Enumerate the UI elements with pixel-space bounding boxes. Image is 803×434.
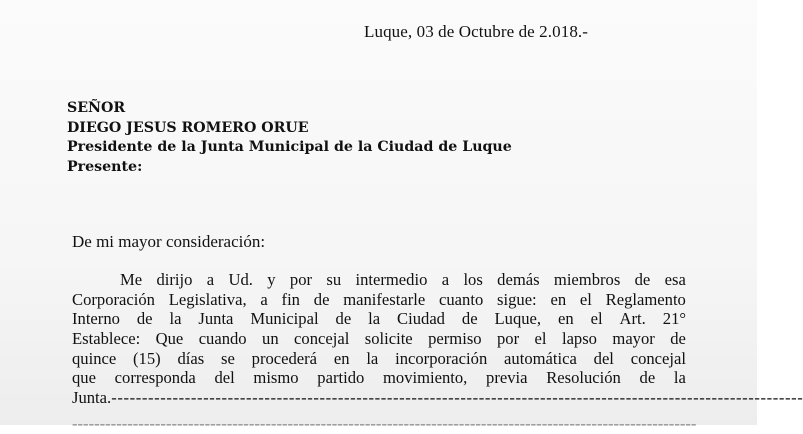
body-word: su: [326, 270, 342, 289]
body-word: de: [670, 329, 686, 349]
body-word: Resolución: [546, 368, 621, 388]
body-word: en: [550, 289, 567, 309]
body-word: sigue:: [497, 289, 537, 309]
body-word: el: [590, 309, 603, 329]
body-word: mayor: [612, 329, 655, 349]
body-word: corresponda: [114, 368, 196, 388]
body-word: de: [313, 289, 330, 309]
addressee-position: Presidente de la Junta Municipal de la Ciudad de Luque: [67, 139, 512, 156]
body-word: mismo: [253, 368, 299, 388]
body-word: manifestarle: [343, 289, 426, 309]
greeting: De mi mayor consideración:: [72, 232, 266, 251]
body-word: cuanto: [439, 289, 484, 309]
body-word: en: [558, 309, 574, 329]
body-word: concejal: [294, 329, 350, 349]
body-word: permiso: [428, 329, 482, 349]
body-word: por: [497, 329, 520, 349]
body-word: dirijo: [156, 270, 193, 289]
body-word: Que: [155, 329, 184, 349]
addressee-salutation: SEÑOR: [67, 100, 126, 116]
body-word: un: [262, 329, 279, 349]
body-word: la: [169, 309, 182, 329]
body-line: [72, 329, 686, 349]
body-word: el: [534, 329, 547, 349]
body-line: [72, 368, 686, 388]
body-word: se: [221, 348, 235, 368]
place-date: Luque, 03 de Octubre de 2.018.-: [364, 22, 589, 41]
body-word: intermedio: [355, 270, 428, 289]
body-word: la: [368, 309, 381, 329]
body-word: Luque,: [494, 309, 542, 329]
body-word: esa: [664, 270, 686, 289]
body-word: Art.: [619, 309, 646, 329]
body-word: del: [214, 368, 235, 388]
body-word: Corporación: [72, 289, 155, 309]
next-line-fragment: [72, 414, 697, 433]
body-line: [72, 270, 686, 290]
body-word: a: [441, 270, 450, 289]
body-word: por: [289, 270, 313, 289]
body-word: de: [461, 309, 478, 329]
body-last-word: Junta.: [72, 388, 112, 408]
body-word: previa: [486, 368, 528, 388]
body-word: la: [673, 368, 686, 388]
body-word: Municipal: [250, 309, 319, 329]
body-word: de: [639, 368, 656, 388]
addressee-name: DIEGO JESUS ROMERO ORUE: [67, 119, 309, 136]
next-line-dashes: -----------------------------------------------------------------------------------------------------------------: [72, 414, 697, 433]
body-word: el: [579, 289, 592, 309]
body-word: Legislativa,: [168, 289, 247, 309]
body-word: fin: [281, 289, 300, 309]
body-word: de: [634, 270, 651, 289]
addressee-block: [67, 99, 512, 177]
body-word: días: [177, 348, 205, 368]
body-word: del: [593, 348, 614, 368]
body-word: incorporación: [395, 348, 488, 368]
body-word: que: [72, 368, 96, 388]
body-word: demás: [497, 270, 540, 289]
body-word: Interno: [72, 309, 120, 329]
body-word: (15): [133, 348, 161, 368]
body-word: Ud.: [228, 270, 253, 289]
body-word: de: [136, 309, 153, 329]
body-dash-fill: -----------------------------------------------------------------------------------------------------------------: [111, 388, 803, 408]
body-word: solicite: [364, 329, 413, 349]
body-word: Reglamento: [605, 289, 686, 309]
body-word: Ciudad: [397, 309, 445, 329]
body-word: partido: [317, 368, 365, 388]
body-word: quince: [72, 348, 117, 368]
body-word: los: [463, 270, 483, 289]
body-word: de: [335, 309, 352, 329]
body-word: cuando: [198, 329, 247, 349]
body-word: a: [260, 289, 268, 309]
body-word: lapso: [561, 329, 597, 349]
body-paragraph: [72, 270, 803, 408]
body-line: [72, 290, 686, 310]
body-word: miembros: [553, 270, 621, 289]
addressee-present: Presente:: [67, 158, 143, 175]
body-line-last: [72, 388, 803, 408]
body-word: procederá: [251, 348, 318, 368]
body-line: [72, 309, 686, 329]
body-word: 21°: [662, 309, 686, 329]
body-word: concejal: [630, 348, 686, 368]
body-line: [72, 349, 686, 369]
body-word: Me: [120, 270, 143, 289]
body-word: movimiento,: [382, 368, 468, 388]
body-word: la: [366, 348, 379, 368]
body-word: y: [267, 270, 276, 289]
body-word: automática: [504, 348, 577, 368]
body-word: a: [206, 270, 215, 289]
body-word: Establece:: [72, 329, 141, 349]
body-word: en: [333, 348, 350, 368]
body-word: Junta: [198, 309, 234, 329]
